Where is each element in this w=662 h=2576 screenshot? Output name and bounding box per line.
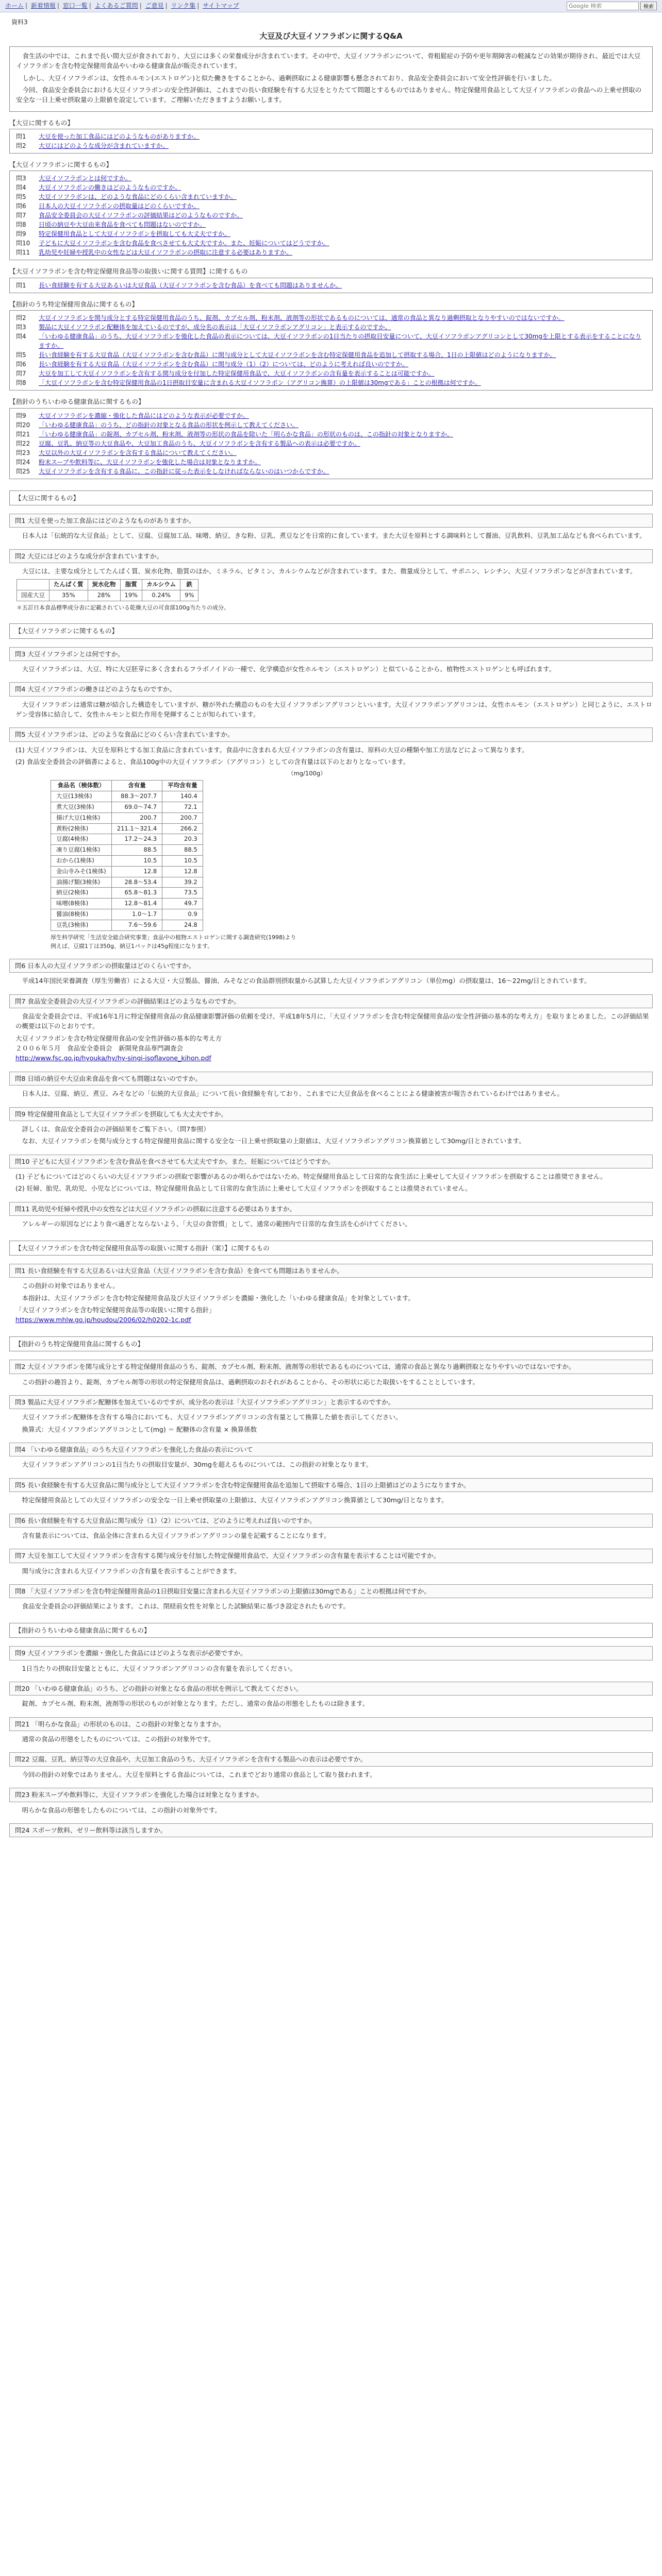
answer [9,1601,653,1611]
table-cell: 12.8～81.4 [111,899,162,909]
toc-item-number: 問3 [16,324,26,331]
nav-faq-link[interactable]: よくあるご質問 [94,2,138,10]
toc-list [9,408,653,479]
answer [9,531,653,540]
answer-text: (1) 子どもについてはどのくらいの大豆イソフラボンの摂取で影響があるのか明らかではないため、特定保健用食品として日常的な食生活に上乗せして大豆イソフラボンを摂取することは推奨できません。 [15,1173,607,1181]
toc-item-link[interactable]: 食品安全委員会の大豆イソフラボンの評価結果はどのようなものですか。 [39,212,243,219]
nav-home-link[interactable]: ホーム [5,2,24,10]
question-heading: 問20 「いわゆる健康食品」のうち、どの指針の対象となる食品の形状を例示して教えてください。 [9,1682,653,1696]
answer-text: (2) 妊婦、胎児、乳幼児、小児などについては、特定保健用食品として日常的な食生活に上乗せして大豆イソフラボンを摂取することは推奨されていません。 [15,1184,472,1193]
answer-text: 日本人は、豆腐、納豆、煮豆、みそなどの「伝統的大豆食品」について長い食経験を有しており、これまでに大豆食品を食べることによる健康被害が報告されているわけではありません。 [22,1090,564,1098]
toc-item-link[interactable]: 子どもに大豆イソフラボンを含む食品を食べさせても大丈夫ですか。また、妊娠についてはどうですか。 [39,240,329,247]
question-heading: 問8 「大豆イソフラボンを含む特定保健用食品の1日摂取目安量に含まれる大豆イソフラボンの上限値は30mgである」ことの根拠は何ですか。 [9,1584,653,1598]
toc-item [16,332,646,350]
table-row [51,834,203,845]
toc-list [9,171,653,260]
question-heading: 問5 大豆イソフラボンは、どのような食品にどのくらい含まれていますか。 [9,727,653,741]
section-heading-isoflavone: 【大豆イソフラボンに関するもの】 [9,623,653,638]
table-cell: 35% [49,590,88,601]
table-header-cell: 鉄 [180,580,198,590]
toc-item-number: 問5 [16,193,26,201]
table-cell: 1.0～1.7 [111,909,162,920]
answer-text: 大豆イソフラボンは、大豆、特に大豆胚芽に多く含まれるフラボノイドの一種で、化学構造が女性ホルモン（エストロゲン）と似ていることから、植物性エストロゲンとも呼ばれます。 [22,665,556,673]
table-cell: 200.7 [162,812,203,823]
isoflavone-content-table [51,780,203,930]
question-heading: 問7 食品安全委員会の大豆イソフラボンの評価結果はどのようなものですか。 [9,994,653,1008]
table-cell: 49.7 [162,899,203,909]
toc-item [16,220,646,229]
table-unit: （mg/100g） [288,769,326,777]
answer-text: 食品安全委員会の評価結果によります。これは、閉経前女性を対象とした試験結果に基づき設定されたものです。 [22,1602,350,1611]
toc-item [16,420,646,430]
table-cell: 17.2～24.3 [111,834,162,845]
toc-item-number: 問9 [16,230,26,238]
table-cell: 9% [180,590,198,601]
table-header-cell: 脂質 [120,580,142,590]
question-heading: 問9 特定保健用食品として大豆イソフラボンを摂取しても大丈夫ですか。 [9,1107,653,1121]
answer-text: 関与成分に含まれる大豆イソフラボンの含有量を表示することができます。 [22,1567,241,1575]
answer [9,1734,653,1744]
answer-text: アレルギーの原因などにより食べ過ぎとならないよう、「大豆の食習慣」として、通常の範囲内で日常的な食生活を心がけてください。 [22,1220,411,1228]
reference-title: 「大豆イソフラボンを含む特定保健用食品等の取扱いに関する指針」 [15,1306,216,1314]
toc-item-number: 問7 [16,370,26,378]
answer-text: この指針の対象ではありません。 [22,1282,119,1290]
table-cell: 凍り豆腐(1検体) [51,845,112,856]
toc-item-link[interactable]: 乳幼児や妊婦や授乳中の女性などは大豆イソフラボンの摂取に注意する必要はありますか。 [39,249,293,257]
toc-group-heading: 【指針のうち特定保健用食品に関するもの】 [9,300,139,308]
toc-item-number: 問6 [16,361,26,368]
table-cell: おから(1検体) [51,856,112,867]
table-row [51,845,203,856]
table-cell: 72.1 [162,802,203,812]
question-heading: 問7 大豆を加工して大豆イソフラボンを含有する関与成分を付加した特定保健用食品で、大豆イソフラボンの含有量を表示することは可能ですか。 [9,1549,653,1563]
table-row [51,791,203,802]
section-heading-soy: 【大豆に関するもの】 [9,490,653,505]
toc-item-link[interactable]: 大豆を使った加工食品にはどのようなものがありますか。 [39,133,200,141]
top-navigation-bar [0,0,662,12]
toc-item-number: 問10 [16,240,30,247]
toc-item [16,281,646,290]
answer-text: 大豆には、主要な成分としてたんぱく質、炭水化物、脂質のほか、ミネラル、ビタミン、カルシウムなどが含まれています。また、微量成分として、サポニン、レシチン、大豆イソフラボンなどが含まれています。 [22,567,637,575]
question-heading: 問23 粉末スープや飲料等に、大豆イソフラボンを強化した場合は対象となりますか。 [9,1788,653,1802]
question-heading: 問1 大豆を使った加工食品にはどのようなものがありますか。 [9,514,653,528]
answer [9,1770,653,1780]
answer [9,1495,653,1505]
answer-text: 明らかな食品の形態をしたものについては、この指針の対象外です。 [22,1806,221,1814]
table-cell: 醤油(8検体) [51,909,112,920]
answer [9,1805,653,1815]
toc-item [16,378,646,387]
toc-item-number: 問24 [16,458,30,466]
toc-list [9,278,653,293]
table-row [51,866,203,877]
reference-title: 大豆イソフラボンを含む特定保健用食品の安全性評価の基本的な考え方 [15,1034,222,1042]
toc-item [16,201,646,211]
toc-item-number: 問9 [16,412,26,419]
reference-link[interactable]: http://www.fsc.go.jp/hyouka/hy/hy-singi-isoflavone_kihon.pdf [15,1054,211,1062]
table-header-cell: 炭水化物 [88,580,120,590]
site-search [567,2,657,10]
table-row [51,856,203,867]
answer [9,1011,653,1063]
search-input[interactable] [567,2,639,10]
table-cell: 88.5 [111,845,162,856]
answer [9,1377,653,1387]
soy-nutrient-table [16,579,198,601]
question-heading: 問3 大豆イソフラボンとは何ですか。 [9,647,653,661]
answer-text: この指針の趣旨より、錠剤、カプセル剤等の形状の特定保健用食品は、過剰摂取のおそれがあることから、その形状に応じた取扱いをすることとしています。 [22,1378,479,1386]
table-cell: 73.5 [162,888,203,899]
answer [9,1124,653,1146]
reference-link[interactable]: https://www.mhlw.go.jp/houdou/2006/02/h0202-1c.pdf [15,1316,191,1324]
answer-formula: 換算式：大豆イソフラボンアグリコンとして(mg) ＝ 配糖体の含有量 × 換算係数 [22,1425,257,1433]
answer [9,566,653,612]
table-cell: 0.9 [162,909,203,920]
answer [9,1219,653,1229]
table-row [51,877,203,888]
toc-group-heading: 【大豆に関するもの】 [9,118,74,127]
table-cell: 納豆(2検体) [51,888,112,899]
table-of-contents [9,118,653,479]
toc-item-link[interactable]: 大豆にはどのような成分が含まれていますか。 [39,142,169,150]
reference-subtitle: ２００６年５月 食品安全委員会 新開発食品専門調査会 [15,1044,184,1053]
table-row [51,920,203,930]
toc-item-number: 問1 [16,133,26,141]
section-heading-health-foods: 【指針のうちいわゆる健康食品に関するもの】 [9,1623,653,1638]
toc-item [16,411,646,420]
toc-item-link[interactable]: 大豆イソフラボンを含有する食品に、この指針に従った表示をしなければならないのはいつからですか。 [39,467,329,475]
answer-text: 食品安全委員会では、平成16年1月に特定保健用食品の食品健康影響評価の依頼を受け、平成18年5月に、「大豆イソフラボンを含む特定保健用食品の安全性評価の基本的な考え方」を取りまとめました。この評価結果の概要は以下のとおりです。 [15,1012,649,1030]
toc-item [16,360,646,369]
toc-item-link[interactable]: 粉末スープや飲料等に、大豆イソフラボンを強化した場合は対象となりますか。 [39,458,261,466]
question-heading: 問4 大豆イソフラボンの働きはどのようなものですか。 [9,682,653,696]
answer-text: (1) 大豆イソフラボンは、大豆を原料とする加工食品に含まれています。食品中に含まれる大豆イソフラボンの含有量は、原料の大豆の種類や加工方法などによって異なります。 [15,745,528,754]
table-header-cell: 含有量 [111,781,162,791]
answer-text: 特定保健用食品としての大豆イソフラボンの安全な一日上乗せ摂取量の上限値は、大豆イソフラボンアグリコン換算値として30mg/日となります。 [22,1496,448,1504]
toc-item-number: 問21 [16,430,30,438]
toc-item-number: 問4 [16,184,26,192]
question-heading: 問22 豆腐、豆乳、納豆等の大豆食品や、大豆加工食品のうち、大豆イソフラボンを含有する製品への表示は必要ですか。 [9,1752,653,1766]
toc-group-heading: 【大豆イソフラボンを含む特定保健用食品等の取扱いに関する質問】に関するもの [9,267,248,276]
toc-list [9,310,653,391]
toc-group [9,266,653,293]
toc-item-number: 問20 [16,421,30,429]
table-cell: 88.3～207.7 [111,791,162,802]
table-cell: 69.0～74.7 [111,802,162,812]
table-cell: 揚げ大豆(1検体) [51,812,112,823]
table-cell: 140.4 [162,791,203,802]
table-cell: 20.3 [162,834,203,845]
section-heading-guideline: 【大豆イソフラボンを含む特定保健用食品等の取扱いに関する指針（案）】に関するもの [9,1241,653,1256]
toc-group-heading: 【大豆イソフラボンに関するもの】 [9,161,113,169]
table-cell: 12.8 [111,866,162,877]
question-heading: 問6 長い食経験を有する大豆食品に関与成分（1）（2）については、どのように考えれば良いのですか。 [9,1514,653,1528]
answer [9,1172,653,1194]
question-heading: 問9 大豆イソフラボンを濃縮・強化した食品にはどのような表示が必要ですか。 [9,1646,653,1660]
table-row [51,899,203,909]
answer-text: 詳しくは、食品安全委員会の評価結果をご覧下さい。（問7参照） [22,1125,210,1133]
table-row [51,888,203,899]
table-source-note: 厚生科学研究「生活安全総合研究事業」食品中の植物エストロゲンに関する調査研究(1998)より [51,934,296,941]
toc-item-link[interactable]: 「いわゆる健康食品」の錠剤、カプセル剤、粉末剤、液剤等の形状の食品を除いた「明らかな食品」の形状のものは、この指針の対象となりますか。 [39,430,453,438]
table-example-note: 例えば、豆腐1丁は350g、納豆1パックは45g程度になります。 [51,942,213,950]
answer [9,700,653,720]
toc-item-number: 問4 [16,333,26,341]
toc-item [16,350,646,360]
answer [9,745,653,951]
toc-item [16,313,646,323]
answer-text: 本指針は、大豆イソフラボンを含む特定保健用食品及び大豆イソフラボンを濃縮・強化した「いわゆる健康食品」を対象としています。 [22,1294,415,1302]
question-heading: 問24 スポーツ飲料、ゼリー飲料等は該当しますか。 [9,1823,653,1837]
nav-sitemap-link[interactable]: サイトマップ [203,2,239,10]
toc-item-link[interactable]: 大豆イソフラボンの働きはどのようなものですか。 [39,184,181,192]
answer-text: 大豆イソフラボン配糖体を含有する場合においても、大豆イソフラボンアグリコンの含有量として換算した値を表示してください。 [22,1413,402,1421]
answer-text: 錠剤、カプセル剤、粉末剤、液剤等の形状のものが対象となります。ただし、通常の食品の形態をしたものは除きます。 [22,1700,369,1708]
answer [9,1281,653,1325]
toc-item-link[interactable]: 大豆イソフラボンを関与成分とする特定保健用食品のうち、錠剤、カプセル剤、粉末剤、液剤等の形状であるものについては、通常の食品と異なり過剰摂取となりやすいのではないですか。 [39,314,565,322]
table-cell: 油揚げ類(3検体) [51,877,112,888]
table-cell: 味噌(8検体) [51,899,112,909]
table-row [51,812,203,823]
toc-item-link[interactable]: 大豆イソフラボンを濃縮・強化した食品にはどのような表示が必要ですか。 [39,412,250,419]
table-cell: 金山寺みそ(1検体) [51,866,112,877]
page-content [0,12,662,1837]
answer-text: 大豆イソフラボンアグリコンの1日当たりの摂取目安量が、30mgを超えるものについては、この指針の対象となります。 [22,1461,373,1469]
toc-item [16,192,646,201]
answer [9,1531,653,1540]
table-cell: 266.2 [162,823,203,834]
toc-group [9,397,653,479]
toc-item-link[interactable]: 長い食経験を有する大豆食品（大豆イソフラボンを含む食品）に関与成分（1）（2）については、どのように考えれば良いのですか。 [39,361,409,368]
answer-text: 日本人は「伝統的な大豆食品」として、豆腐、豆腐加工品、味噌、納豆、きな粉、豆乳、煮豆などを日常的に食しています。また大豆を原料とする調味料として醤油、豆乳飲料、豆乳加工品なども食べられています。 [22,532,646,540]
table-cell: 65.8～81.3 [111,888,162,899]
toc-item-number: 問2 [16,314,26,322]
toc-item-link[interactable]: 日頃の納豆や大豆由来食品を食べても問題はないのですか。 [39,221,206,229]
answer-text: 含有量表示については、食品全体に含まれる大豆イソフラボンアグリコンの量を記載することになります。 [22,1531,330,1539]
toc-item-number: 問1 [16,281,26,289]
nav-links-link[interactable]: リンク集 [171,2,196,10]
table-cell: 211.1～321.4 [111,823,162,834]
question-heading: 問6 日本人の大豆イソフラボンの摂取量はどのくらいですか。 [9,959,653,973]
toc-item-link[interactable]: 製品に大豆イソフラボン配糖体を加えているのですが、成分名の表示は「大豆イソフラボンアグリコン」と表示するのですか。 [39,324,391,331]
toc-group [9,118,653,154]
answer-text: 1日当たりの摂取目安量とともに、大豆イソフラボンアグリコンの含有量を表示してください。 [22,1664,296,1672]
table-cell: 国産大豆 [17,590,49,601]
answer [9,1412,653,1434]
toc-item-number: 問22 [16,439,30,447]
table-cell: 200.7 [111,812,162,823]
toc-item [16,323,646,332]
toc-item-number: 問25 [16,467,30,475]
table-cell: 10.5 [162,856,203,867]
table-header-cell: 平均含有量 [162,781,203,791]
toc-item [16,248,646,257]
answer [9,664,653,674]
question-heading: 問2 大豆にはどのような成分が含まれていますか。 [9,549,653,563]
toc-item [16,141,646,150]
question-heading: 問11 乳幼児や妊婦や授乳中の女性などは大豆イソフラボンの摂取に注意する必要はありますか。 [9,1202,653,1216]
question-heading: 問3 製品に大豆イソフラボン配糖体を加えているのですが、成分名の表示は「大豆イソフラボンアグリコン」と表示するのですか。 [9,1395,653,1409]
question-heading: 問8 日頃の納豆や大豆由来食品を食べても問題はないのですか。 [9,1072,653,1086]
intro-paragraph: 今回、食品安全委員会における大豆イソフラボンの安全性評価は、これまでの長い食経験を有する大豆をとりたてて問題とするものではありません。特定保健用食品として大豆イソフラボンの食品への上乗せ摂取の安全な一日上乗せ摂取量の上限値を設定しています。ご理解いただきますようお願いします。 [16,86,642,104]
toc-item-link[interactable]: 大豆を加工して大豆イソフラボンを含有する関与成分を付加した特定保健用食品で、大豆イソフラボンの含有量を表示することは可能ですか。 [39,370,435,378]
table-cell: 0.24% [142,590,180,601]
toc-item [16,239,646,248]
answer [9,1460,653,1469]
table-header-cell: 食品名（検体数） [51,781,112,791]
toc-item [16,174,646,183]
toc-item-number: 問7 [16,212,26,219]
question-heading: 問1 長い食経験を有する大豆あるいは大豆食品（大豆イソフラボンを含む食品）を食べても問題はありませんか。 [9,1264,653,1278]
toc-item-link[interactable]: 長い食経験を有する大豆あるいは大豆食品（大豆イソフラボンを含む食品）を食べても問題はありませんか。 [39,281,342,289]
toc-item-link[interactable]: 長い食経験を有する大豆食品（大豆イソフラボンを含む食品）に関与成分として大豆イソフラボンを含む特定保健用食品を追加して摂取する場合、1日の上限値はどのようになりますか。 [39,351,556,359]
table-cell: 28.8～53.4 [111,877,162,888]
toc-item-link[interactable]: 豆腐、豆乳、納豆等の大豆食品や、大豆加工食品のうち、大豆イソフラボンを含有する製品への表示は必要ですか。 [39,439,360,447]
answer-text: 通常の食品の形態をしたものについては、この指針の対象外です。 [22,1735,215,1743]
toc-item [16,430,646,439]
answer [9,1566,653,1576]
answer [9,1699,653,1708]
answer-text: 今回の指針の対象ではありません。大豆を原料とする食品については、これまでどおり通常の食品として取り扱われます。 [22,1770,376,1778]
answer-text: 大豆イソフラボンは通常は糖が結合した構造をしていますが、糖が外れた構造のものを大豆イソフラボンアグリコンといいます。大豆イソフラボンアグリコンは、女性ホルモン（エストロゲン）と同じように、エストロゲン受容体に結合して、女性ホルモンと似た作用を発揮することが知られています。 [15,700,653,719]
table-cell: 12.8 [162,866,203,877]
question-heading: 問5 長い食経験を有する大豆食品に関与成分として大豆イソフラボンを含む特定保健用食品を追加して摂取する場合、1日の上限値はどのようになりますか。 [9,1478,653,1492]
table-cell: 7.6～59.6 [111,920,162,930]
search-button[interactable]: 検索 [640,2,657,10]
page-title: 大豆及び大豆イソフラボンに関するQ&A [259,31,403,41]
toc-item-link[interactable]: 「大豆イソフラボンを含む特定保健用食品の1日摂取目安量に含まれる大豆イソフラボン（アグリコン換算）の上限値は30mgである」ことの根拠は何ですか。 [39,379,481,387]
toc-item-number: 問11 [16,249,30,257]
toc-item-number: 問8 [16,379,26,387]
answer-text: (2) 食品安全委員会の評価書によると、食品100g中の大豆イソフラボン（アグリコン）としての含有量は以下のとおりとなっています。 [15,758,410,766]
answer [9,1664,653,1673]
toc-item [16,457,646,467]
nav-news-link[interactable]: 新着情報 [30,2,56,10]
toc-item-number: 問3 [16,175,26,182]
toc-item-link[interactable]: 大豆以外の大豆イソフラボンを含有する食品について教えてください。 [39,449,237,456]
answer [9,976,653,986]
answer-text: 平成14年国民栄養調査（厚生労働省）による大豆・大豆製品、醤油、みそなどの食品群別摂取量から試算した大豆イソフラボンアグリコン（単位mg）の摂取量は、16～22mg/日とされています。 [22,977,591,985]
nav-contact-link[interactable]: 窓口一覧 [62,2,88,10]
table-cell: 24.8 [162,920,203,930]
table-cell: 豆腐(4検体) [51,834,112,845]
table-row [17,590,198,601]
table-cell: 28% [88,590,120,601]
toc-item-number: 問5 [16,351,26,359]
question-heading: 問21 「明らかな食品」の形状のものは、この指針の対象となりますか。 [9,1717,653,1731]
toc-item [16,439,646,448]
question-heading: 問2 大豆イソフラボンを関与成分とする特定保健用食品のうち、錠剤、カプセル剤、粉末剤、液剤等の形状であるものについては、通常の食品と異なり過剰摂取となりやすいのではないですか。 [9,1360,653,1374]
table-cell: 39.2 [162,877,203,888]
global-nav: ホーム | 新着情報 | 窓口一覧 | よくあるご質問 | ご意見 | リンク集 | サイトマップ [5,2,239,10]
nav-feedback-link[interactable]: ご意見 [145,2,164,10]
toc-item-link[interactable]: 大豆イソフラボンとは何ですか。 [39,175,132,182]
toc-item-number: 問6 [16,202,26,210]
intro-paragraph: 食生活の中では、これまで長い間大豆が食されており、大豆には多くの栄養成分が含まれています。その中で、大豆イソフラボンについて、骨粗鬆症の予防や更年期障害の軽減などの効果が期待され、最近では大豆イソフラボンを含む特定保健用食品やいわゆる健康食品が販売されています。 [16,52,641,70]
table-row [51,909,203,920]
table-cell: 88.5 [162,845,203,856]
answer-text: なお、大豆イソフラボンを関与成分とする特定保健用食品に関する安全な一日上乗せ摂取量の上限値は、大豆イソフラボンアグリコン換算値として30mg/日とされています。 [22,1137,525,1145]
table-row [51,802,203,812]
question-heading: 問4 「いわゆる健康食品」のうち大豆イソフラボンを強化した食品の表示について [9,1443,653,1456]
toc-item-link[interactable]: 「いわゆる健康食品」のうち、どの指針の対象となる食品の形状を例示して教えてください。 [39,421,299,429]
toc-item-link[interactable]: 大豆イソフラボンは、どのような食品にどのくらい含まれていますか。 [39,193,237,201]
toc-group [9,160,653,260]
toc-item [16,132,646,141]
toc-item-number: 問8 [16,221,26,229]
toc-item-link[interactable]: 日本人の大豆イソフラボンの摂取量はどのくらいですか。 [39,202,200,210]
table-cell: 19% [120,590,142,601]
table-cell: 煮大豆(3検体) [51,802,112,812]
toc-item-link[interactable]: 「いわゆる健康食品」のうち、大豆イソフラボンを強化した食品の表示については、大豆イソフラボンの1日当たりの摂取目安量について、大豆イソフラボンアグリコンとして30mgを上限とする表示をすることになりますか。 [39,333,641,350]
intro-paragraph: しかし、大豆イソフラボンは、女性ホルモン(エストロゲン)と似た働きをすることから、過剰摂取による健康影響も懸念されており、食品安全委員会において安全性評価を行いました。 [22,74,556,82]
table-cell: 大豆(13検体) [51,791,112,802]
toc-item [16,369,646,378]
intro-box [9,46,653,112]
toc-item [16,467,646,476]
table-header-cell: たんぱく質 [49,580,88,590]
toc-item-number: 問2 [16,142,26,150]
answer [9,1089,653,1098]
table-header-cell [17,580,49,590]
toc-item [16,448,646,457]
toc-item [16,229,646,239]
question-heading: 問10 子どもに大豆イソフラボンを含む食品を食べさせても大丈夫ですか。また、妊娠についてはどうですか。 [9,1155,653,1168]
toc-list [9,129,653,154]
table-note: ＊五訂日本食品標準成分表に記載されている乾燥大豆の可食部100g当たりの成分。 [16,604,229,612]
toc-item-number: 問23 [16,449,30,456]
document-number: 資料3 [11,19,28,26]
toc-item [16,211,646,220]
table-cell: 10.5 [111,856,162,867]
table-cell: 豆乳(3検体) [51,920,112,930]
toc-group-heading: 【指針のうちいわゆる健康食品に関するもの】 [9,398,145,406]
table-cell: 黄粉(2検体) [51,823,112,834]
section-heading-foshu: 【指針のうち特定保健用食品に関するもの】 [9,1336,653,1351]
toc-group [9,299,653,391]
toc-item-link[interactable]: 特定保健用食品として大豆イソフラボンを摂取しても大丈夫ですか。 [39,230,231,238]
table-row [51,823,203,834]
toc-item [16,183,646,192]
table-header-cell: カルシウム [142,580,180,590]
